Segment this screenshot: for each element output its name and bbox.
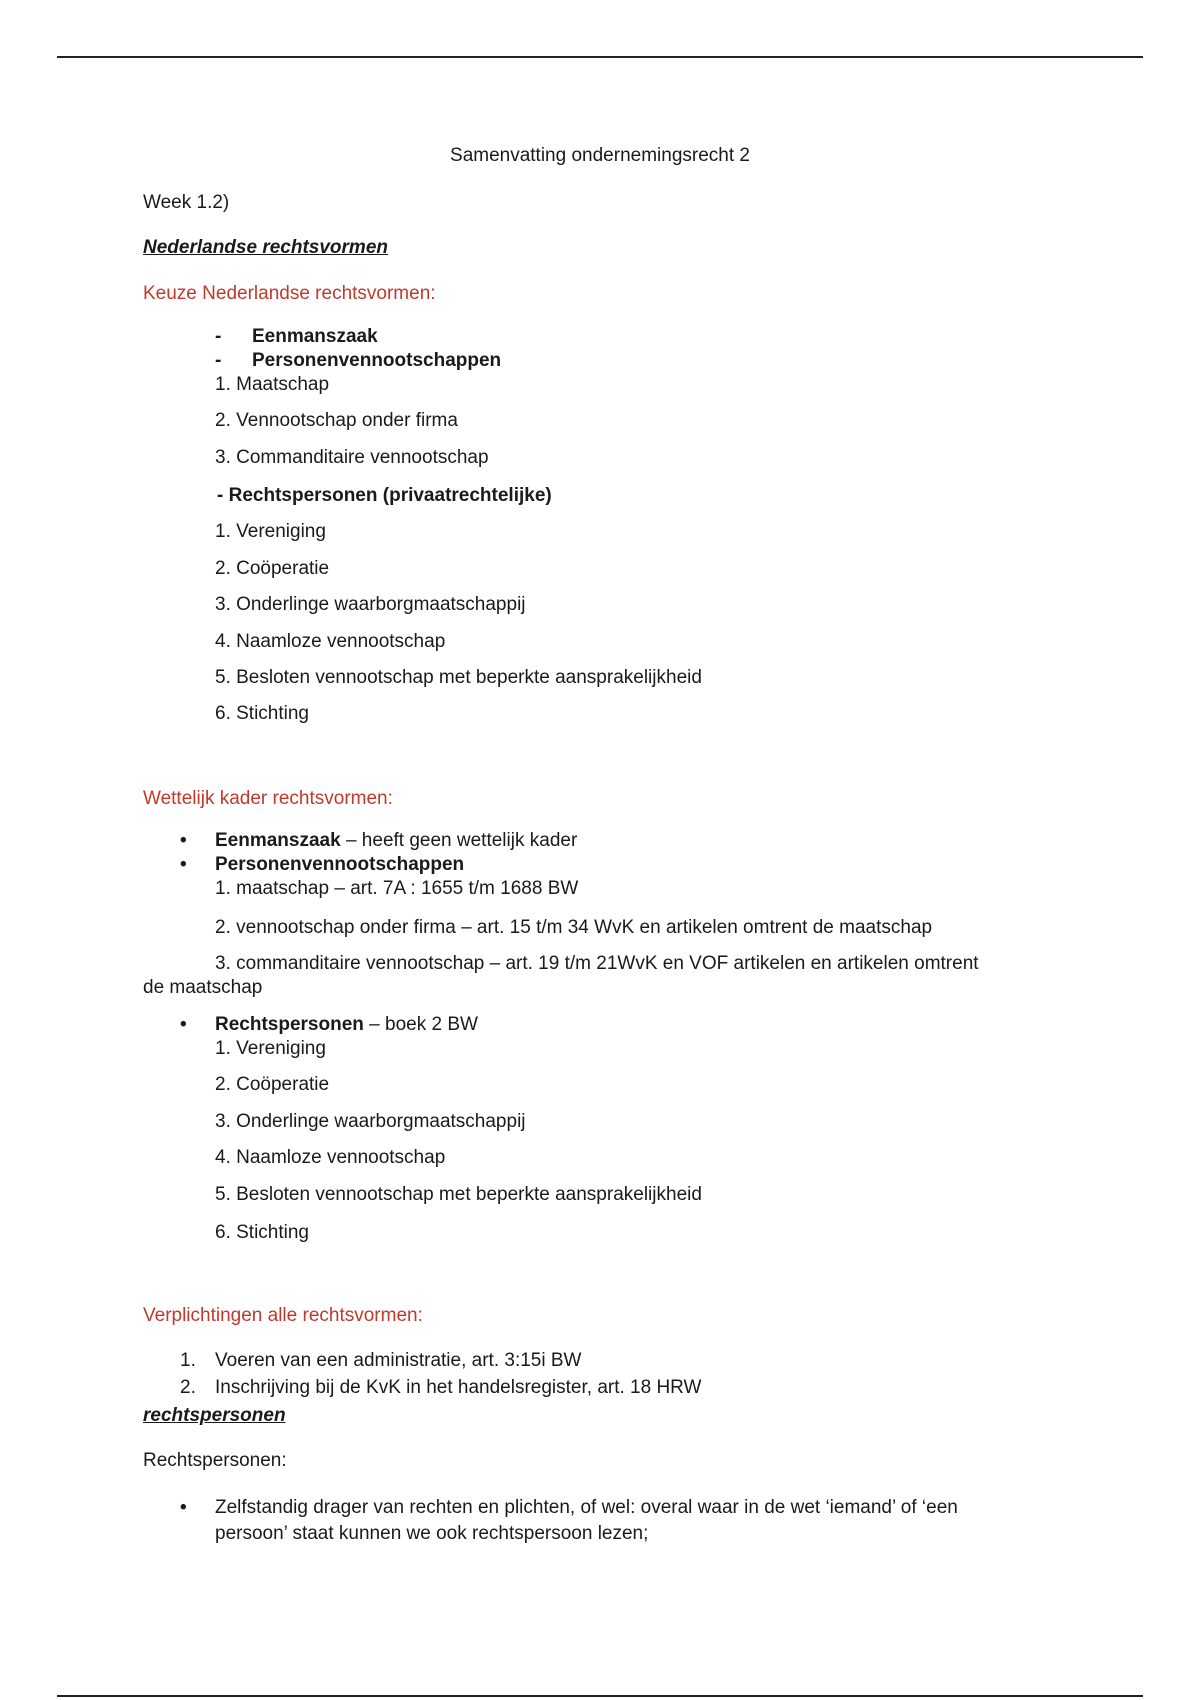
dot-bullet: • xyxy=(180,854,187,875)
wettelijk-eenmanszaak-text: – heeft geen wettelijk kader xyxy=(340,830,578,851)
list-item: 1. maatschap – art. 7A : 1655 t/m 1688 BW xyxy=(215,878,579,899)
section-heading-rechtspersonen: rechtspersonen xyxy=(143,1405,286,1426)
list-item: 3. Onderlinge waarborgmaatschappij xyxy=(215,594,526,615)
list-item: 1. Vereniging xyxy=(215,1038,326,1059)
list-item: 3. Onderlinge waarborgmaatschappij xyxy=(215,1111,526,1132)
wettelijk-eenmanszaak-label: Eenmanszaak xyxy=(215,830,341,851)
list-item: 5. Besloten vennootschap met beperkte aansprakelijkheid xyxy=(215,667,702,688)
list-item: 2. vennootschap onder firma – art. 15 t/m 34 WvK en artikelen omtrent de maatschap xyxy=(215,917,933,938)
wettelijk-heading: Wettelijk kader rechtsvormen: xyxy=(143,788,393,809)
list-item: Inschrijving bij de KvK in het handelsregister, art. 18 HRW xyxy=(215,1377,702,1398)
keuze-personenvennootschappen: Personenvennootschappen xyxy=(252,350,502,371)
dash-bullet: - xyxy=(215,350,222,371)
list-item: 4. Naamloze vennootschap xyxy=(215,1147,446,1168)
list-item: 3. commanditaire vennootschap – art. 19 t/m 21WvK en VOF artikelen en artikelen omtrent xyxy=(215,953,979,974)
section-heading-nederlandse-rechtsvormen: Nederlandse rechtsvormen xyxy=(143,237,388,258)
dash-bullet: - xyxy=(215,326,222,347)
rechtspersonen-bullet-line1: Zelfstandig drager van rechten en plichten, of wel: overal waar in de wet ‘iemand’ of ‘een xyxy=(215,1497,958,1518)
list-item: 4. Naamloze vennootschap xyxy=(215,631,446,652)
keuze-rechtspersonen: - Rechtspersonen (privaatrechtelijke) xyxy=(217,485,552,506)
list-item: 1. Vereniging xyxy=(215,521,326,542)
list-item: 5. Besloten vennootschap met beperkte aansprakelijkheid xyxy=(215,1184,702,1205)
verplichtingen-heading: Verplichtingen alle rechtsvormen: xyxy=(143,1305,423,1326)
wettelijk-rechtspersonen-text: – boek 2 BW xyxy=(363,1014,478,1035)
dot-bullet: • xyxy=(180,830,187,851)
list-item-continuation: de maatschap xyxy=(143,977,263,998)
list-item: 1. Maatschap xyxy=(215,374,330,395)
list-item: 6. Stichting xyxy=(215,703,309,724)
list-item: Voeren van een administratie, art. 3:15i BW xyxy=(215,1350,582,1371)
list-item: 2. Vennootschap onder firma xyxy=(215,410,458,431)
rechtspersonen-bullet-line2: persoon’ staat kunnen we ook rechtspersoon lezen; xyxy=(215,1523,649,1544)
footer-rule xyxy=(57,1695,1143,1697)
list-item: 3. Commanditaire vennootschap xyxy=(215,447,489,468)
wettelijk-rechtspersonen xyxy=(215,1014,478,1036)
wettelijk-eenmanszaak xyxy=(215,830,577,852)
list-number: 2. xyxy=(180,1377,196,1398)
list-item: 2. Coöperatie xyxy=(215,558,330,579)
week-label: Week 1.2) xyxy=(143,192,230,213)
list-number: 1. xyxy=(180,1350,196,1371)
document-title: Samenvatting ondernemingsrecht 2 xyxy=(450,145,750,166)
list-item: 2. Coöperatie xyxy=(215,1074,330,1095)
header-rule xyxy=(57,56,1143,58)
dot-bullet: • xyxy=(180,1014,187,1035)
wettelijk-personenvennootschappen: Personenvennootschappen xyxy=(215,854,465,875)
list-item: 6. Stichting xyxy=(215,1222,309,1243)
keuze-heading: Keuze Nederlandse rechtsvormen: xyxy=(143,283,436,304)
keuze-eenmanszaak: Eenmanszaak xyxy=(252,326,378,347)
wettelijk-rechtspersonen-label: Rechtspersonen xyxy=(215,1014,364,1035)
dot-bullet: • xyxy=(180,1497,187,1518)
rechtspersonen-intro: Rechtspersonen: xyxy=(143,1450,287,1471)
